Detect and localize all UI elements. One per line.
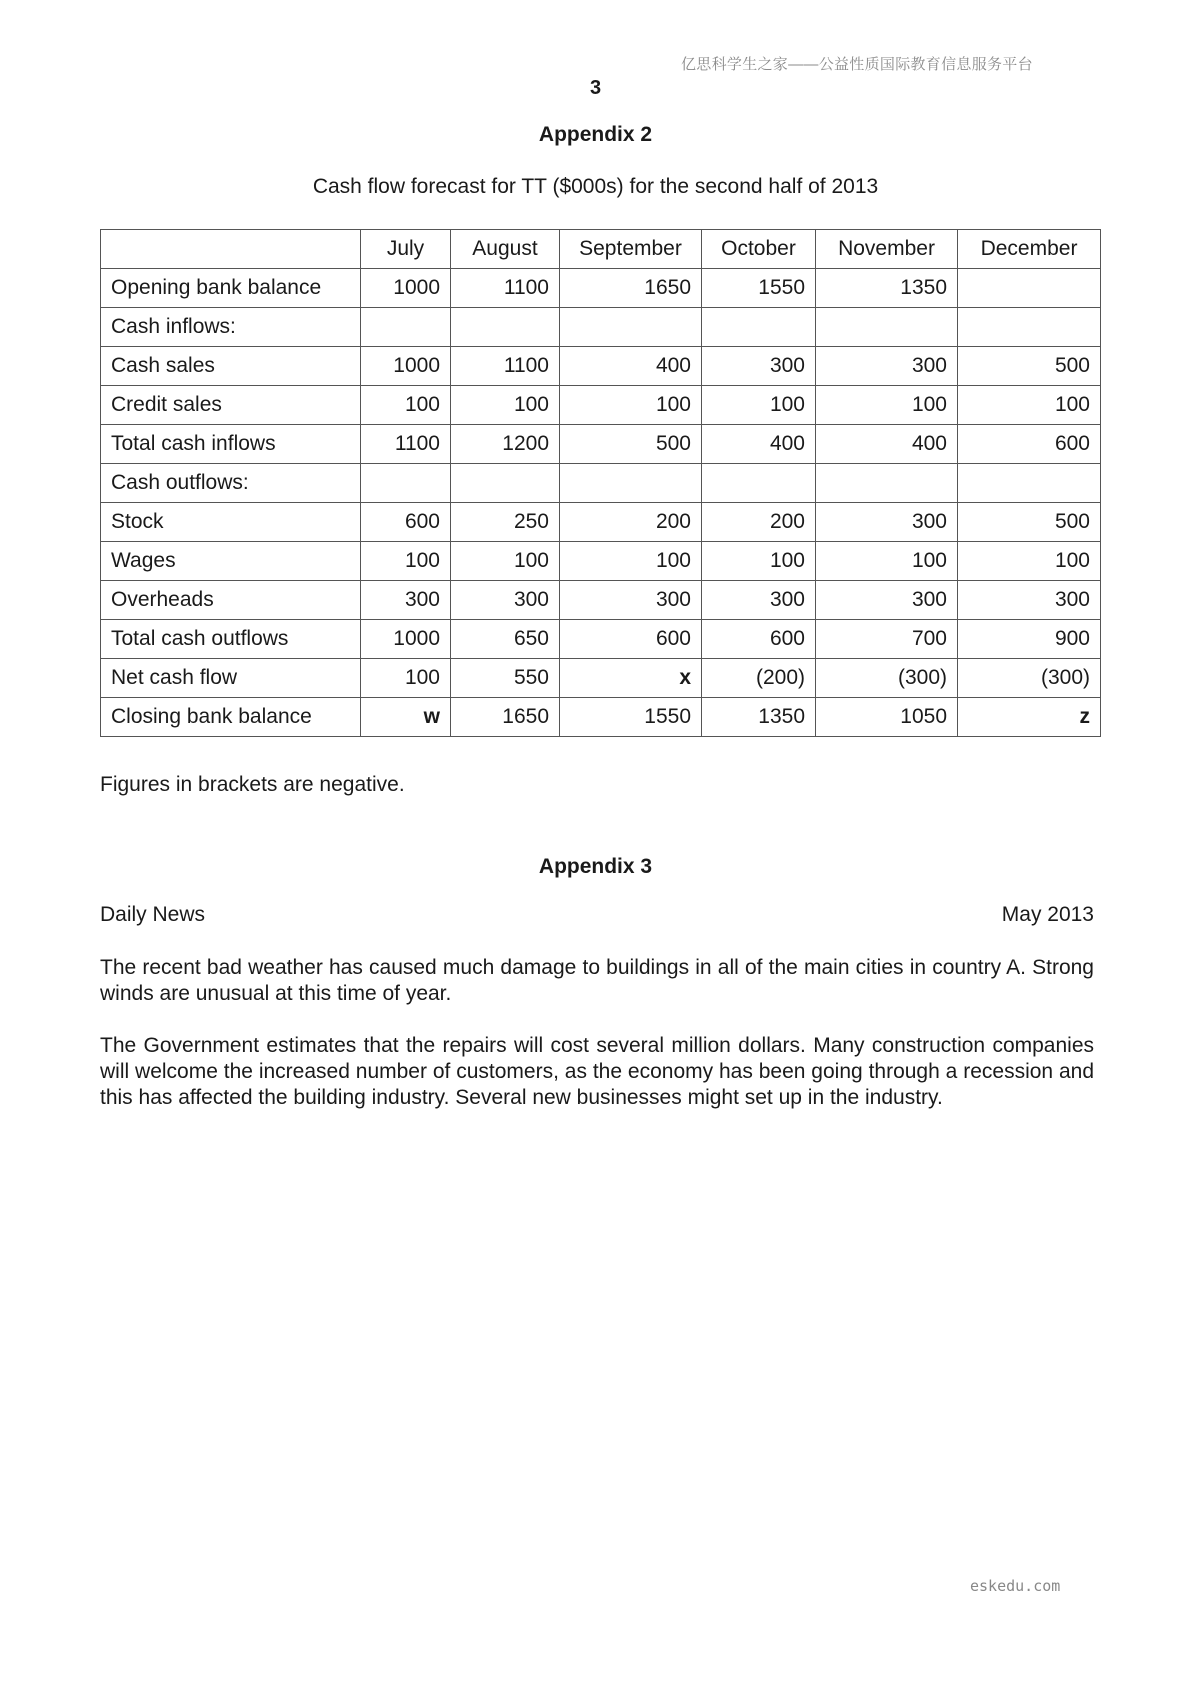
table-cell: 600 <box>958 425 1101 464</box>
table-cell: 300 <box>451 581 560 620</box>
news-paragraph-1: The recent bad weather has caused much damage to buildings in all of the main cities in country A. Strong winds are unusual at this time of year. <box>100 956 1094 1005</box>
table-cell: 200 <box>560 503 702 542</box>
table-row <box>101 347 1101 386</box>
table-cell: 600 <box>702 620 816 659</box>
table-cell <box>702 464 816 503</box>
table-cell: z <box>958 698 1101 737</box>
table-cell: 300 <box>958 581 1101 620</box>
table-cell: 1650 <box>560 269 702 308</box>
table-cell: 300 <box>702 347 816 386</box>
row-label: Cash outflows: <box>101 464 361 503</box>
page-number: 3 <box>589 77 602 99</box>
table-cell: 300 <box>816 347 958 386</box>
footer-watermark: eskedu.com <box>970 1577 1061 1595</box>
table-cell: 300 <box>816 503 958 542</box>
table-row <box>101 425 1101 464</box>
table-cell: 400 <box>702 425 816 464</box>
table-row <box>101 269 1101 308</box>
table-note: Figures in brackets are negative. <box>100 773 405 796</box>
table-cell <box>451 308 560 347</box>
table-cell: 1000 <box>361 620 451 659</box>
table-cell: 1550 <box>702 269 816 308</box>
table-cell: 200 <box>702 503 816 542</box>
row-label: Total cash outflows <box>101 620 361 659</box>
table-cell: 1100 <box>451 347 560 386</box>
cash-flow-table <box>100 229 1101 737</box>
table-cell <box>361 464 451 503</box>
header-cell: September <box>560 230 702 269</box>
table-cell: 100 <box>361 659 451 698</box>
table-cell: x <box>560 659 702 698</box>
row-label: Stock <box>101 503 361 542</box>
table-cell: 100 <box>702 386 816 425</box>
table-cell: 100 <box>361 542 451 581</box>
table-cell: 100 <box>560 386 702 425</box>
table-cell: 1100 <box>361 425 451 464</box>
table-cell <box>958 269 1101 308</box>
table-cell: 100 <box>702 542 816 581</box>
table-cell: 100 <box>816 542 958 581</box>
table-cell: 500 <box>958 503 1101 542</box>
news-paragraph-2: The Government estimates that the repairs will cost several million dollars. Many construction companies will welcome the increased number of customers, as the economy has been going through a recession and this has affected the building industry. Several new businesses might set up in the industry. <box>100 1034 1094 1109</box>
table-caption: Cash flow forecast for TT ($000s) for the second half of 2013 <box>312 175 879 198</box>
table-cell <box>816 464 958 503</box>
table-cell: 300 <box>702 581 816 620</box>
table-cell: (200) <box>702 659 816 698</box>
row-label: Closing bank balance <box>101 698 361 737</box>
table-cell: 100 <box>816 386 958 425</box>
table-cell: 300 <box>560 581 702 620</box>
table-cell: 100 <box>560 542 702 581</box>
table-cell: 100 <box>958 542 1101 581</box>
table-cell: 1350 <box>702 698 816 737</box>
table-cell: (300) <box>816 659 958 698</box>
table-cell: 1000 <box>361 347 451 386</box>
table-row <box>101 698 1101 737</box>
table-cell <box>451 464 560 503</box>
row-label: Cash inflows: <box>101 308 361 347</box>
table-cell: 1000 <box>361 269 451 308</box>
row-label: Credit sales <box>101 386 361 425</box>
table-cell: (300) <box>958 659 1101 698</box>
table-cell <box>361 308 451 347</box>
row-label: Cash sales <box>101 347 361 386</box>
table-row <box>101 581 1101 620</box>
table-row <box>101 464 1101 503</box>
table-row <box>101 620 1101 659</box>
row-label: Overheads <box>101 581 361 620</box>
table-cell: 250 <box>451 503 560 542</box>
table-cell: 1350 <box>816 269 958 308</box>
table-cell: 600 <box>361 503 451 542</box>
header-cell: December <box>958 230 1101 269</box>
table-cell <box>958 464 1101 503</box>
header-cell: July <box>361 230 451 269</box>
table-cell: 900 <box>958 620 1101 659</box>
table-cell <box>702 308 816 347</box>
row-label: Net cash flow <box>101 659 361 698</box>
row-label: Total cash inflows <box>101 425 361 464</box>
row-label: Wages <box>101 542 361 581</box>
header-cell: August <box>451 230 560 269</box>
table-cell: 300 <box>816 581 958 620</box>
header-cell: November <box>816 230 958 269</box>
table-cell: 600 <box>560 620 702 659</box>
table-cell <box>560 464 702 503</box>
table-cell: 700 <box>816 620 958 659</box>
appendix-2-title: Appendix 2 <box>538 123 653 146</box>
table-cell: 1050 <box>816 698 958 737</box>
table-cell: 550 <box>451 659 560 698</box>
table-cell: w <box>361 698 451 737</box>
table-cell: 400 <box>560 347 702 386</box>
table-row <box>101 503 1101 542</box>
table-cell <box>958 308 1101 347</box>
table-cell: 500 <box>560 425 702 464</box>
table-cell <box>816 308 958 347</box>
header-watermark: 亿思科学生之家——公益性质国际教育信息服务平台 <box>681 56 1033 73</box>
table-cell: 1650 <box>451 698 560 737</box>
table-cell: 400 <box>816 425 958 464</box>
table-cell: 1550 <box>560 698 702 737</box>
table-cell: 100 <box>361 386 451 425</box>
appendix-3-title: Appendix 3 <box>538 855 653 878</box>
table-cell <box>560 308 702 347</box>
table-cell: 1100 <box>451 269 560 308</box>
news-source: Daily News <box>100 903 206 926</box>
table-cell: 100 <box>451 542 560 581</box>
table-row <box>101 386 1101 425</box>
table-cell: 100 <box>451 386 560 425</box>
table-header-row <box>101 230 1101 269</box>
table-cell: 650 <box>451 620 560 659</box>
table-cell: 100 <box>958 386 1101 425</box>
news-date: May 2013 <box>1001 903 1094 926</box>
header-cell: October <box>702 230 816 269</box>
table-row <box>101 659 1101 698</box>
table-row <box>101 308 1101 347</box>
row-label: Opening bank balance <box>101 269 361 308</box>
header-cell <box>101 230 361 269</box>
table-cell: 300 <box>361 581 451 620</box>
table-cell: 1200 <box>451 425 560 464</box>
table-row <box>101 542 1101 581</box>
table-cell: 500 <box>958 347 1101 386</box>
